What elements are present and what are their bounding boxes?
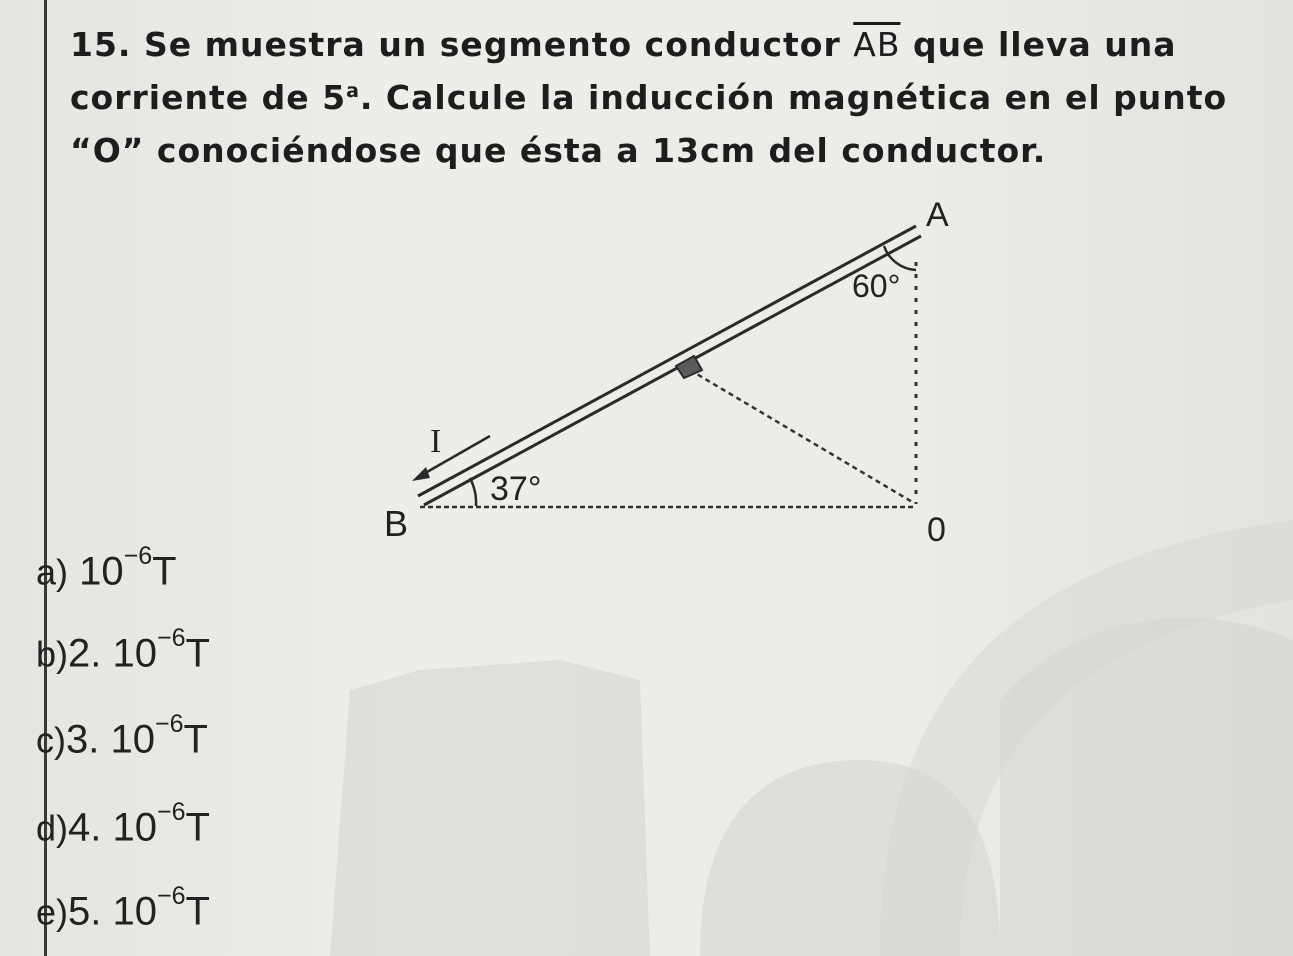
dashed-perpendicular bbox=[690, 370, 914, 503]
angle-b-label: 37° bbox=[490, 470, 542, 508]
current-label: I bbox=[430, 423, 442, 460]
question-line-1: 15. Se muestra un segmento conductor $\overline{AB}$ que lleva una bbox=[70, 25, 1177, 64]
angle-arc-b bbox=[470, 478, 476, 506]
option-c[interactable]: c)3. $10^{-6}T$ bbox=[36, 710, 208, 762]
point-b-label: B bbox=[384, 503, 409, 544]
option-b[interactable]: b)2. $10^{-6}T$ bbox=[36, 624, 210, 676]
question-number: 15. bbox=[70, 25, 132, 64]
conductor-edge-bottom bbox=[424, 236, 921, 505]
angle-a-label: 60° bbox=[852, 268, 901, 304]
angle-arc-a bbox=[884, 246, 916, 270]
question-line-3: “O” conociéndose que ésta a 13cm del conductor. bbox=[70, 131, 1047, 170]
option-e[interactable]: e)5. $10^{-6}T$ bbox=[36, 882, 210, 934]
option-a[interactable]: a) $10^{-6}T$ bbox=[36, 542, 177, 594]
point-o-label: 0 bbox=[927, 511, 946, 549]
point-a-label: A bbox=[926, 196, 949, 234]
current-arrow-head bbox=[412, 467, 430, 481]
conductor-edge-top bbox=[418, 226, 916, 496]
question-line-2: corriente de 5$^a$. Calcule la inducción magnética en el punto bbox=[70, 78, 1228, 117]
segment-label: $\overline{AB}$ bbox=[853, 25, 901, 64]
option-d[interactable]: d)4. $10^{-6}T$ bbox=[36, 798, 210, 850]
